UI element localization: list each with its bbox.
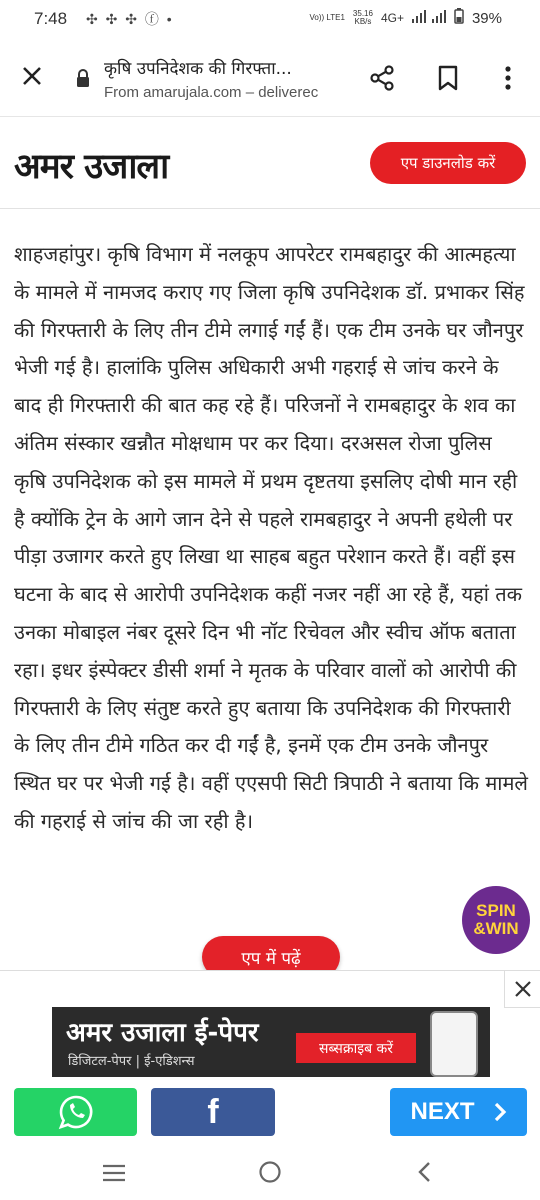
next-article-button[interactable] [390, 1088, 527, 1136]
ad-banner-area [0, 970, 540, 1081]
ad-subtitle: डिजिटल-पेपर | ई-एडिशन्स [68, 1054, 195, 1069]
bookmark-icon[interactable] [436, 64, 460, 92]
article-body: शाहजहांपुर। कृषि विभाग में नलकूप आपरेटर रामबहादुर की आत्महत्या के मामले में नामजद कराए गए जिला कृषि उपनिदेशक डॉ. प्रभाकर सिंह की गिरफ्तारी के लिए तीन टीमे लगाई गईं हैं। एक टीम उनके घर जौनपुर भेजी गई है। हालांकि पुलिस अधिकारी अभी गहराई से जांच करने के बाद ही गिरफ्तारी की बात कह रहे हैं। परिजनों ने रामबहादुर के शव का अंतिम संस्कार खन्नौत मोक्षधाम पर कर दिया। दरअसल रोजा पुलिस कृषि उपनिदेशक को इस मामले में प्रथम दृष्टतया इसलिए दोषी मान रही है क्योंकि ट्रेन के आगे जान देने से पहले रामबहादुर ने अपनी हथेली पर पीड़ा उजागर करते हुए लिखा था साहब बहुत परेशान करते हैं। वहीं इस घटना के बाद से आरोपी उपनिदेशक कहीं नजर नहीं आ रहे हैं, यहां तक उनका मोबाइल नंबर दूसरे दिन भी नॉट रिचेवल और स्वीच ऑफ बताता रहा। इधर इंस्पेक्टर डीसी शर्मा ने मृतक के परिवार वालों को आरोपी की गिरफ्तारी के लिए संतुष्ट करते हुए बताया कि उपनिदेशक की गिरफ्तारी के लिए तीन टीमे गठित कर दी गईं है, इनमें एक टीम उनके जौनपुर स्थित घर पर भेजी गई है। वहीं एएसपी सिटी त्रिपाठी ने बताया कि मामले की गहराई से जांच की जा रही है। [14, 242, 528, 833]
notification-icons: ✣ ✣ ✣ ⓕ • [86, 11, 174, 27]
status-time: 7:48 [34, 9, 68, 28]
ad-close-icon[interactable] [504, 971, 540, 1008]
next-label: NEXT [410, 1098, 475, 1125]
site-header [0, 118, 540, 209]
battery-level: 39% [471, 9, 502, 27]
facebook-share-button[interactable] [151, 1088, 275, 1136]
spin-label: SPIN [476, 901, 516, 920]
back-icon[interactable] [416, 1160, 434, 1184]
battery-icon [454, 8, 464, 28]
net-speed-value: 35.16 [352, 9, 373, 18]
status-right [310, 8, 503, 28]
whatsapp-share-button[interactable] [14, 1088, 137, 1136]
site-logo[interactable]: अमर उजाला [14, 146, 169, 187]
recent-apps-icon[interactable] [102, 1164, 126, 1182]
volte-indicator: Vo)) LTE1 [309, 13, 345, 22]
share-bar [0, 1084, 540, 1144]
win-label: &WIN [473, 919, 519, 938]
epaper-ad[interactable] [52, 1007, 490, 1077]
ad-subscribe-button[interactable]: सब्सक्राइब करें [296, 1033, 416, 1063]
more-options-icon[interactable] [498, 64, 518, 92]
spin-win-badge[interactable] [462, 886, 530, 954]
phone-image [430, 1011, 478, 1077]
close-icon[interactable] [18, 62, 46, 90]
system-nav-bar [0, 1146, 540, 1200]
chevron-right-icon [493, 1101, 507, 1123]
ad-title: अमर उजाला ई-पेपर [66, 1018, 259, 1048]
home-icon[interactable] [258, 1160, 282, 1184]
facebook-icon: f [207, 1092, 219, 1131]
page-title: कृषि उपनिदेशक की गिरफ्ता... [104, 59, 292, 79]
share-icon[interactable] [368, 64, 396, 92]
lock-icon [76, 69, 90, 87]
net-speed-unit: KB/s [354, 17, 372, 26]
status-bar [0, 0, 540, 38]
app-download-button[interactable]: एप डाउनलोड करें [370, 142, 526, 184]
read-in-app-button[interactable]: एप में पढ़ें [202, 936, 340, 978]
signal-icon [412, 9, 446, 27]
page-url[interactable]: From amarujala.com – deliverec [104, 84, 319, 101]
whatsapp-icon [57, 1093, 95, 1131]
net-speed [353, 10, 373, 26]
browser-toolbar [0, 40, 540, 117]
network-type: 4G+ [380, 11, 404, 25]
